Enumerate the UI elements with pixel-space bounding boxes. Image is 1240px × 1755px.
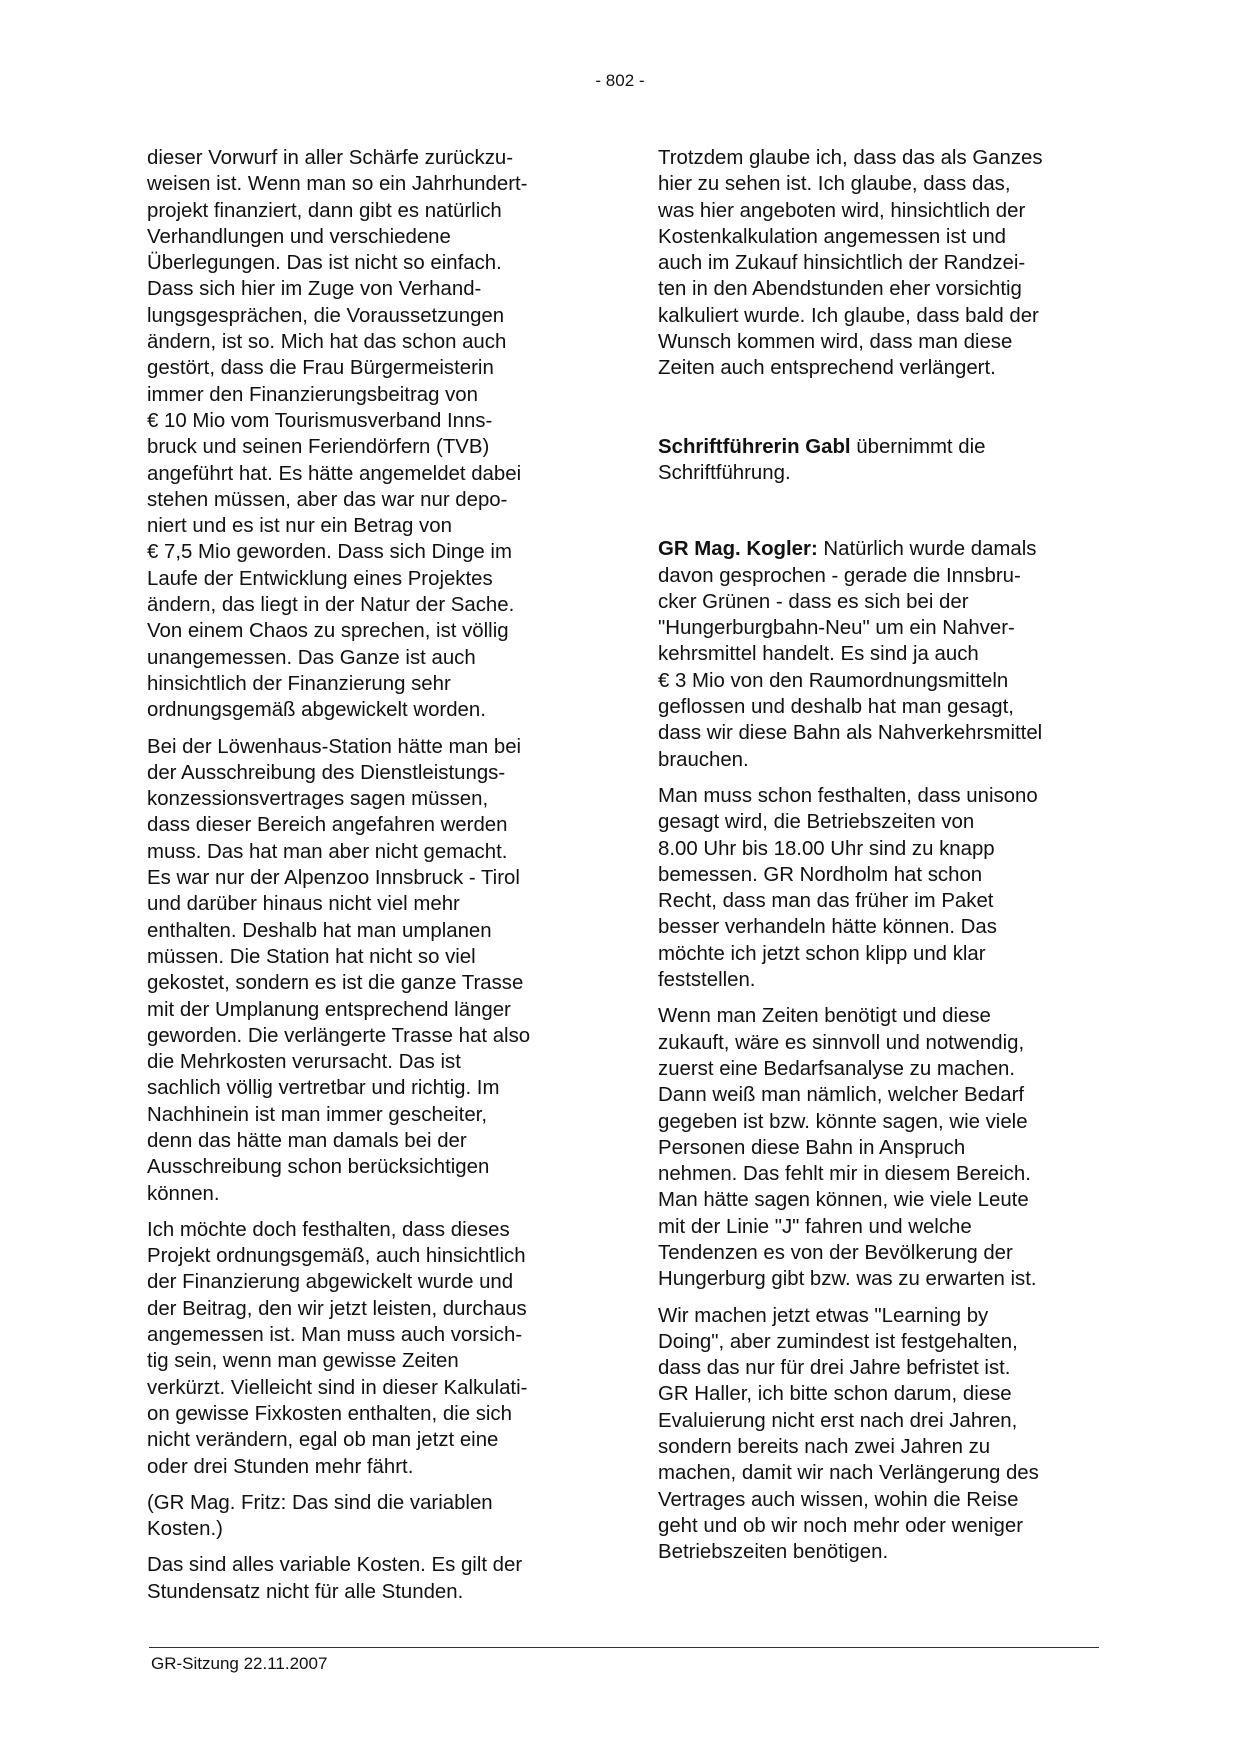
speaker-name: GR Mag. Kogler: bbox=[658, 538, 818, 561]
footer-session-date: GR-Sitzung 22.11.2007 bbox=[151, 1654, 328, 1673]
page-number: - 802 - bbox=[595, 71, 645, 90]
interjection: (GR Mag. Fritz: Das sind die variablen Kosten.) bbox=[147, 1491, 493, 1541]
paragraph: Ich möchte doch festhalten, dass dieses Projekt ordnungsgemäß, auch hinsichtlich der Finanzierung abgewickelt wurde und der Beitrag, den wir jetzt leisten, durchaus angemessen ist. Man muss auch vorsich- tig sein, wenn man gewisse Zeiten verkürzt. Vielleicht sind in dieser Kalkulati- on gewisse Fixkosten enthalten, die sich nicht verändern, egal ob man jetzt eine oder drei Stunden mehr fährt. bbox=[147, 1218, 528, 1478]
paragraph: dieser Vorwurf in aller Schärfe zurückzu- weisen ist. Wenn man so ein Jahrhundert- projekt finanziert, dann gibt es natürlich Verhandlungen und verschiedene Überlegungen. Das ist nicht so einfach. Dass sich hier im Zuge von Verhand- lungsgesprächen, die Voraussetzungen ändern, ist so. Mich hat das schon auch gestört, dass die Frau Bürgermeisterin immer den Finanzierungsbeitrag von € 10 Mio vom Tourismusverband Inns- bruck und seinen Feriendörfern (TVB) angeführt hat. Es hätte angemeldet dabei stehen müssen, aber das war nur depo- niert und es ist nur ein Betrag von € 7,5 Mio geworden. Dass sich Dinge im Laufe der Entwicklung eines Projektes ändern, das liegt in der Natur der Sache. Von einem Chaos zu sprechen, ist völlig unangemessen. Das Ganze ist auch hinsichtlich der Finanzierung sehr ordnungsgemäß abgewickelt worden. bbox=[147, 147, 528, 722]
speaker-name: Schriftführerin Gabl bbox=[658, 435, 851, 458]
paragraph: Bei der Löwenhaus-Station hätte man bei der Ausschreibung des Dienstleistungs- konzessionsvertrages sagen müssen, dass dieser Bereich angefahren werden muss. Das hat man aber nicht gemacht. Es war nur der Alpenzoo Innsbruck - Tirol und darüber hinaus nicht viel mehr enthalten. Deshalb hat man umplanen müssen. Die Station hat nicht so viel gekostet, sondern es ist die ganze Trasse mit der Umplanung entsprechend länger geworden. Die verlängerte Trasse hat also die Mehrkosten verursacht. Das ist sachlich völlig vertretbar und richtig. Im Nachhinein ist man immer gescheiter, denn das hätte man damals bei der Ausschreibung schon berücksichtigen können. bbox=[147, 735, 531, 1205]
speaker-paragraph bbox=[658, 434, 1098, 487]
paragraph: Wenn man Zeiten benötigt und diese zukauft, wäre es sinnvoll und notwendig, zuerst eine Bedarfsanalyse zu machen. Dann weiß man nämlich, welcher Bedarf gegeben ist bzw. könnte sagen, wie viele Personen diese Bahn in Anspruch nehmen. Das fehlt mir in diesem Bereich. Man hätte sagen können, wie viele Leute mit der Linie "J" fahren und welche Tendenzen es von der Bevölkerung der Hungerburg gibt bzw. was zu erwarten ist. bbox=[658, 1005, 1037, 1291]
speaker-paragraph bbox=[658, 536, 1098, 773]
left-column bbox=[147, 145, 597, 1615]
paragraph: Man muss schon festhalten, dass unisono gesagt wird, die Betriebszeiten von 8.00 Uhr bis 18.00 Uhr sind zu knapp bemessen. GR Nordholm hat schon Recht, dass man das früher im Paket besser verhandeln hätte können. Das möchte ich jetzt schon klipp und klar feststellen. bbox=[658, 784, 1038, 992]
paragraph: Das sind alles variable Kosten. Es gilt der Stundensatz nicht für alle Stunden. bbox=[147, 1554, 523, 1603]
footer-divider bbox=[149, 1647, 1099, 1648]
paragraph: Wir machen jetzt etwas "Learning by Doing", aber zumindest ist festgehalten, dass das nur für drei Jahre befristet ist. GR Haller, ich bitte schon darum, diese Evaluierung nicht erst nach drei Jahren, sondern bereits nach zwei Jahren zu machen, damit wir nach Verlängerung des Vertrages auch wissen, wohin die Reise geht und ob wir noch mehr oder weniger Betriebszeiten benötigen. bbox=[658, 1304, 1039, 1564]
speaker-text: übernimmt die Schriftführung. bbox=[658, 435, 986, 484]
speaker-text: Natürlich wurde damals davon gesprochen - gerade die Innsbru- cker Grünen - dass es sich bei der "Hungerburgbahn-Neu" um ein Nahver- kehrsmittel handelt. Es sind ja auch € 3 Mio von den Raumordnungsmitteln geflossen und deshalb hat man gesagt, dass wir diese Bahn als Nahverkehrsmittel brauchen. bbox=[658, 538, 1043, 771]
paragraph: Trotzdem glaube ich, dass das als Ganzes hier zu sehen ist. Ich glaube, dass das, was hier angeboten wird, hinsichtlich der Kostenkalkulation angemessen ist und auch im Zukauf hinsichtlich der Randzei- ten in den Abendstunden eher vorsichtig kalkuliert wurde. Ich glaube, dass bald der Wunsch kommen wird, dass man diese Zeiten auch entsprechend verlängert. bbox=[658, 147, 1043, 380]
right-column bbox=[658, 145, 1098, 1576]
